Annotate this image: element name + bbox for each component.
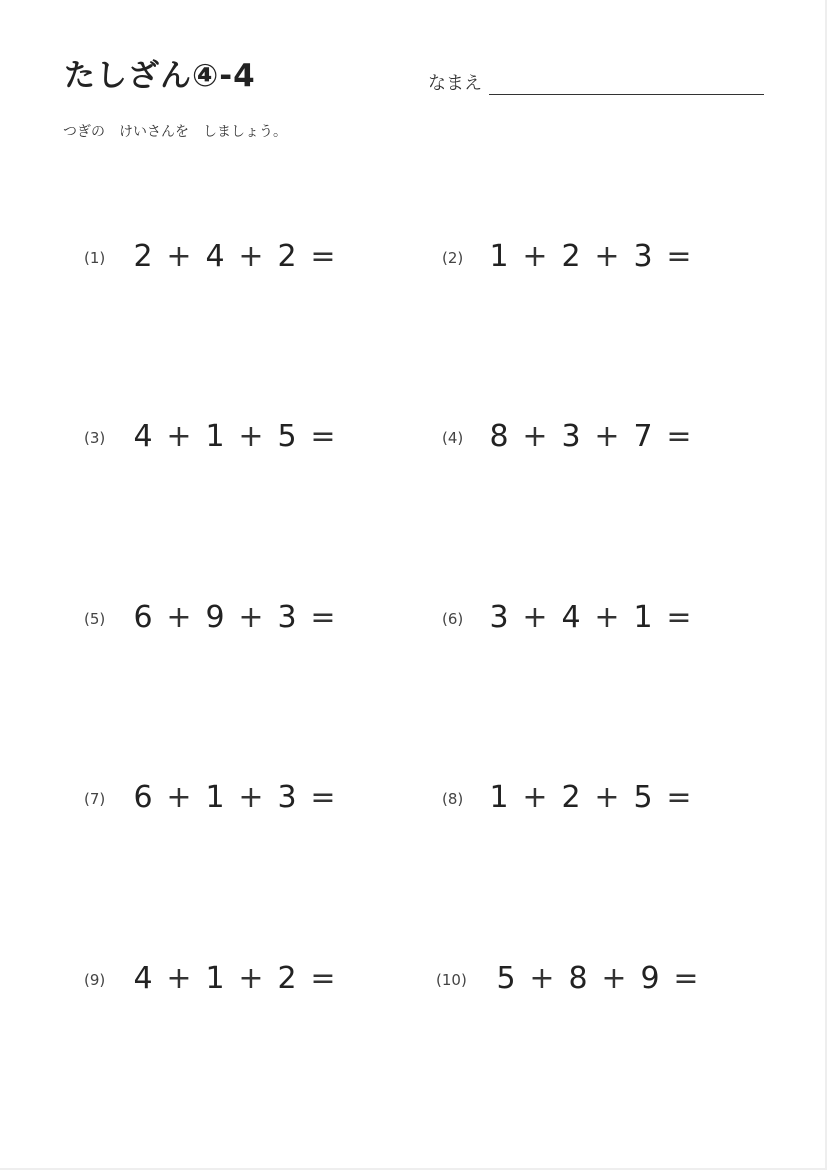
problem-10 [436,959,736,999]
plus-sign: + [594,780,620,815]
plus-sign: + [166,600,192,635]
plus-sign: + [238,239,264,274]
operand-b: 1 [205,780,225,815]
operand-a: 4 [133,961,153,996]
problem-number: (1) [84,249,106,267]
operand-a: 1 [489,239,509,274]
problem-1 [84,237,384,277]
problem-5 [84,598,384,638]
problem-number: (7) [84,790,106,808]
equals-sign: = [666,780,692,815]
operand-c: 2 [277,239,297,274]
operand-c: 7 [633,419,653,454]
operand-c: 3 [277,780,297,815]
operand-b: 4 [561,600,581,635]
equals-sign: = [310,600,336,635]
problem-number: (8) [442,790,464,808]
operand-a: 2 [133,239,153,274]
operand-c: 1 [633,600,653,635]
operand-b: 2 [561,780,581,815]
plus-sign: + [522,419,548,454]
equals-sign: = [666,239,692,274]
operand-b: 9 [205,600,225,635]
problem-3 [84,417,384,457]
plus-sign: + [522,600,548,635]
operand-c: 5 [277,419,297,454]
problem-8 [442,778,742,818]
equals-sign: = [310,780,336,815]
name-label: なまえ [428,73,482,94]
problem-7 [84,778,384,818]
operand-c: 3 [633,239,653,274]
plus-sign: + [166,961,192,996]
plus-sign: + [166,780,192,815]
problem-4 [442,417,742,457]
plus-sign: + [594,239,620,274]
problem-number: (3) [84,429,106,447]
equals-sign: = [666,419,692,454]
plus-sign: + [166,239,192,274]
equals-sign: = [310,961,336,996]
operand-b: 1 [205,419,225,454]
problem-number: (2) [442,249,464,267]
plus-sign: + [238,419,264,454]
operand-b: 3 [561,419,581,454]
problem-9 [84,959,384,999]
problem-6 [442,598,742,638]
problem-number: (9) [84,971,106,989]
plus-sign: + [238,961,264,996]
plus-sign: + [522,239,548,274]
worksheet-title: たしざん④-4 [64,58,256,94]
operand-a: 6 [133,600,153,635]
operand-a: 4 [133,419,153,454]
operand-b: 2 [561,239,581,274]
operand-c: 3 [277,600,297,635]
operand-c: 5 [633,780,653,815]
equals-sign: = [310,419,336,454]
operand-a: 6 [133,780,153,815]
problem-number: (6) [442,610,464,628]
operand-a: 8 [489,419,509,454]
plus-sign: + [529,961,555,996]
problem-2 [442,237,742,277]
problem-number: (4) [442,429,464,447]
operand-a: 5 [496,961,516,996]
instruction-text: つぎの けいさんを しましょう。 [63,124,287,140]
plus-sign: + [522,780,548,815]
operand-b: 8 [568,961,588,996]
operand-b: 4 [205,239,225,274]
problem-number: (10) [436,971,467,989]
plus-sign: + [166,419,192,454]
plus-sign: + [601,961,627,996]
operand-a: 1 [489,780,509,815]
plus-sign: + [594,600,620,635]
equals-sign: = [673,961,699,996]
operand-c: 9 [640,961,660,996]
operand-c: 2 [277,961,297,996]
operand-b: 1 [205,961,225,996]
equals-sign: = [310,239,336,274]
name-write-line [489,94,764,95]
plus-sign: + [238,600,264,635]
plus-sign: + [238,780,264,815]
operand-a: 3 [489,600,509,635]
problem-number: (5) [84,610,106,628]
equals-sign: = [666,600,692,635]
plus-sign: + [594,419,620,454]
